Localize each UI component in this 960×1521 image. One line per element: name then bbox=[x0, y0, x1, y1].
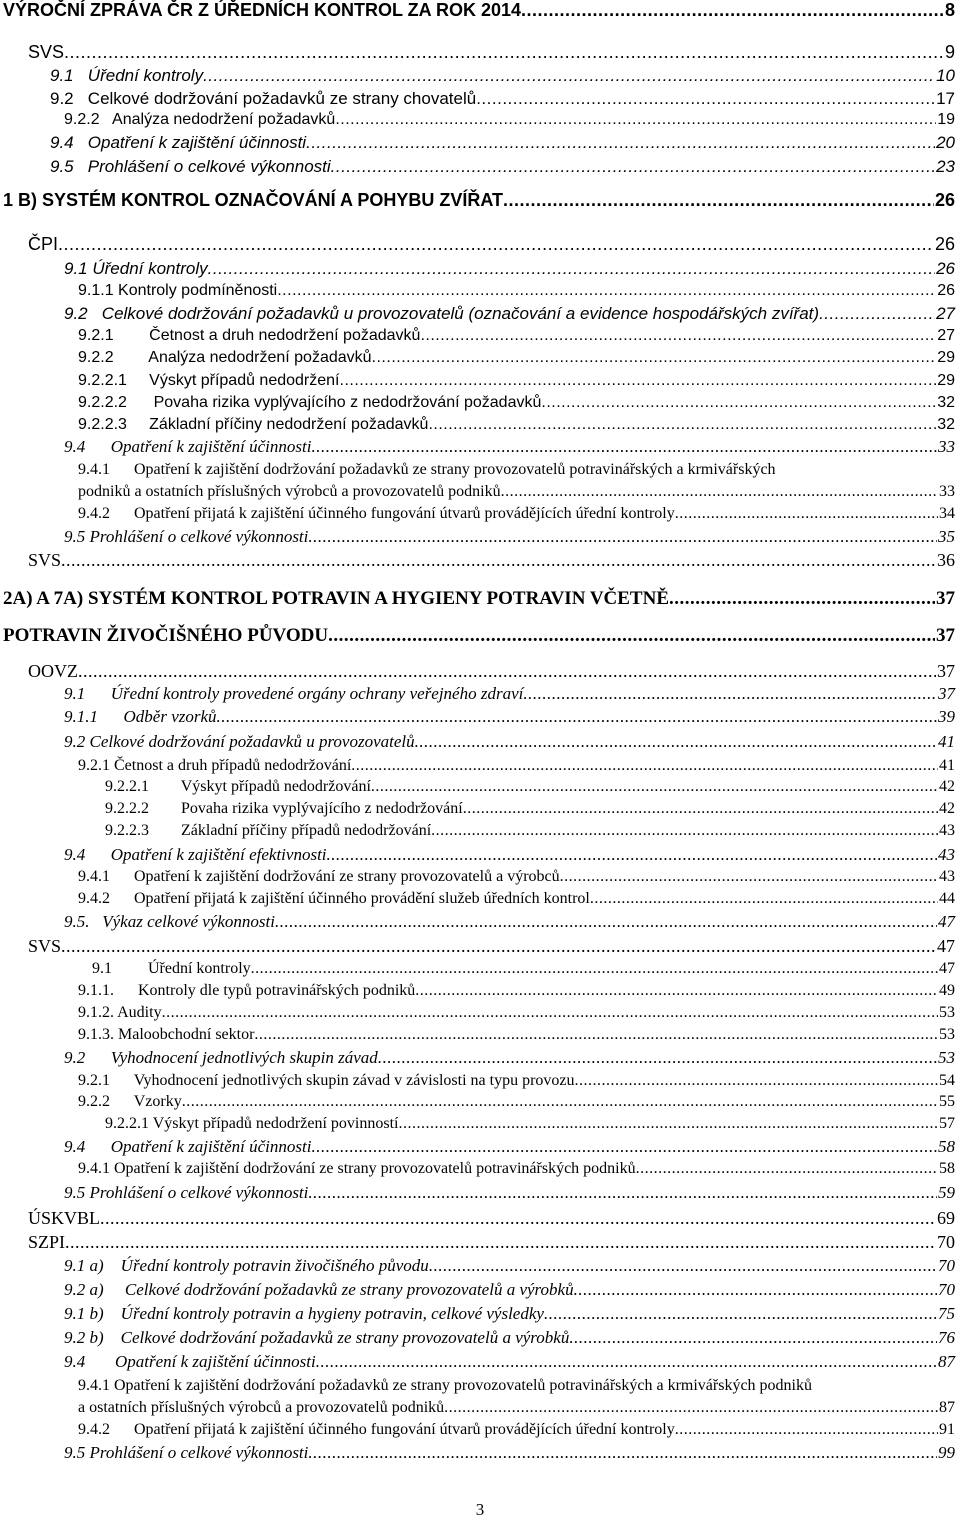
toc-entry[interactable] bbox=[78, 372, 955, 390]
dot-leader bbox=[429, 1256, 937, 1276]
toc-entry-title: 9.1 a) Úřední kontroly potravin živočišného původu bbox=[64, 1256, 429, 1275]
dot-leader bbox=[415, 732, 937, 752]
toc-entry[interactable] bbox=[64, 1137, 955, 1157]
toc-entry[interactable] bbox=[64, 1443, 955, 1463]
toc-entry-title: 9.1 Úřední kontroly bbox=[64, 259, 208, 278]
toc-entry-page: 9 bbox=[944, 42, 955, 62]
toc-entry[interactable] bbox=[64, 732, 955, 752]
toc-entry-title: 9.2.2.2 Povaha rizika vyplývajícího z nedodržování bbox=[105, 800, 463, 817]
toc-entry-page: 29 bbox=[937, 349, 955, 366]
toc-entry-page: 49 bbox=[939, 982, 955, 999]
toc-entry[interactable] bbox=[50, 157, 955, 177]
toc-entry-title: 9.2.2 Analýza nedodržení požadavků bbox=[78, 349, 372, 366]
toc-entry-page: 59 bbox=[938, 1183, 955, 1202]
toc-entry-title: 9.1 Úřední kontroly provedené orgány ochrany veřejného zdraví bbox=[64, 684, 524, 703]
toc-entry[interactable] bbox=[64, 1256, 955, 1276]
toc-entry[interactable] bbox=[78, 327, 955, 345]
toc-entry-page: 26 bbox=[934, 234, 955, 254]
toc-entry-title: POTRAVIN ŽIVOČIŠNÉHO PŮVODU bbox=[3, 625, 329, 646]
toc-entry-title: 9.2.2.1 Výskyt případů nedodržení povinností bbox=[105, 1115, 399, 1132]
toc-entry-title: 9.1 b) Úřední kontroly potravin a hygieny potravin, celkové výsledky bbox=[64, 1304, 544, 1323]
dot-leader bbox=[308, 1443, 937, 1463]
toc-entry-page: 69 bbox=[937, 1208, 955, 1228]
dot-leader bbox=[203, 66, 935, 86]
dot-leader bbox=[501, 483, 938, 501]
dot-leader bbox=[217, 707, 937, 727]
toc-entry-page: 29 bbox=[937, 372, 955, 389]
toc-entry-page: 37 bbox=[937, 661, 955, 681]
toc-entry-title: 1 B) SYSTÉM KONTROL OZNAČOVÁNÍ A POHYBU ZVÍŘAT bbox=[3, 190, 504, 210]
toc-entry-title: 9.4 Opatření k zajištění účinnosti bbox=[64, 1137, 312, 1156]
dot-leader bbox=[208, 259, 935, 279]
toc-entry-page: 10 bbox=[936, 66, 955, 85]
toc-entry-page: 53 bbox=[939, 1026, 955, 1043]
toc-entry-page: 43 bbox=[939, 868, 955, 885]
toc-entry-page: 32 bbox=[937, 416, 955, 433]
toc-entry[interactable] bbox=[105, 778, 955, 796]
toc-entry-page: 33 bbox=[939, 483, 955, 500]
toc-entry[interactable] bbox=[28, 42, 955, 63]
toc-entry-page: 26 bbox=[936, 259, 955, 278]
toc-entry-title: SVS bbox=[28, 936, 62, 956]
dot-leader bbox=[675, 1421, 938, 1439]
toc-entry-page: 27 bbox=[936, 304, 955, 323]
toc-entry-page: 54 bbox=[939, 1072, 955, 1089]
toc-entry-page: 99 bbox=[938, 1443, 955, 1462]
toc-entry[interactable] bbox=[78, 1004, 955, 1022]
toc-entry[interactable] bbox=[64, 1048, 955, 1068]
toc-entry-page: 37 bbox=[938, 684, 955, 703]
toc-entry-page: 42 bbox=[939, 778, 955, 795]
toc-entry-page: 70 bbox=[937, 1232, 955, 1252]
toc-entry-title: SVS bbox=[28, 42, 65, 62]
toc-entry-page: 47 bbox=[938, 912, 955, 931]
toc-entry[interactable] bbox=[78, 757, 955, 775]
dot-leader bbox=[476, 89, 935, 109]
toc-entry-title: 9.5. Výkaz celkové výkonnosti bbox=[64, 912, 275, 931]
toc-entry[interactable] bbox=[3, 0, 955, 21]
toc-entry-page: 27 bbox=[937, 327, 955, 344]
toc-entry[interactable] bbox=[3, 588, 955, 610]
toc-entry-page: 43 bbox=[939, 822, 955, 839]
toc-entry-page: 23 bbox=[936, 157, 955, 176]
toc-entry-title: SVS bbox=[28, 550, 62, 570]
toc-entry-page: 58 bbox=[938, 1137, 955, 1156]
dot-leader bbox=[669, 588, 935, 610]
toc-entry[interactable] bbox=[28, 550, 955, 571]
toc-entry-page: 47 bbox=[939, 960, 955, 977]
dot-leader bbox=[308, 527, 937, 547]
dot-leader bbox=[64, 42, 944, 63]
toc-entry-title: 9.4.2 Opatření přijatá k zajištění účinného fungování útvarů provádějících úřední kontroly bbox=[78, 1421, 675, 1438]
toc-entry-page: 8 bbox=[944, 0, 955, 20]
dot-leader bbox=[378, 1048, 937, 1068]
dot-leader bbox=[311, 437, 937, 457]
dot-leader bbox=[431, 822, 938, 840]
toc-entry[interactable] bbox=[64, 527, 955, 547]
toc-entry[interactable] bbox=[64, 437, 955, 457]
toc-entry[interactable] bbox=[78, 1377, 812, 1395]
toc-entry-title: 9.4.1 Opatření k zajištění dodržování požadavků ze strany provozovatelů potravinářských a krmivářských bbox=[78, 461, 776, 478]
toc-entry[interactable] bbox=[28, 234, 955, 255]
toc-entry-title: 9.1.1 Kontroly podmíněnosti bbox=[78, 282, 278, 299]
toc-entry-title: 9.2 Celkové dodržování požadavků ze strany chovatelů bbox=[50, 89, 477, 108]
toc-entry-title: 9.1 Úřední kontroly bbox=[50, 66, 204, 85]
toc-entry-page: 55 bbox=[939, 1093, 955, 1110]
toc-entry[interactable] bbox=[64, 259, 955, 279]
dot-leader bbox=[275, 912, 937, 932]
toc-entry-title: 9.2 Celkové dodržování požadavků u provozovatelů (označování a evidence hospodářských zvířat) bbox=[64, 304, 820, 323]
toc-entry-page: 91 bbox=[939, 1421, 955, 1438]
toc-entry[interactable] bbox=[28, 936, 955, 957]
toc-entry-title: 9.5 Prohlášení o celkové výkonnosti bbox=[64, 1183, 309, 1202]
toc-entry-page: 20 bbox=[936, 133, 955, 152]
dot-leader bbox=[328, 625, 935, 647]
toc-entry-title: 9.1.1 Odběr vzorků bbox=[64, 707, 217, 726]
dot-leader bbox=[444, 1399, 938, 1417]
toc-entry-title: 9.4 Opatření k zajištění účinnosti bbox=[64, 1352, 316, 1371]
toc-entry-page: 87 bbox=[939, 1399, 955, 1416]
dot-leader bbox=[251, 960, 938, 978]
toc-entry-page: 43 bbox=[938, 845, 955, 864]
toc-entry[interactable] bbox=[64, 1352, 955, 1372]
toc-entry-page: 58 bbox=[939, 1160, 955, 1177]
dot-leader bbox=[521, 0, 944, 21]
dot-leader bbox=[575, 1072, 938, 1090]
toc-entry[interactable] bbox=[78, 1421, 955, 1439]
dot-leader bbox=[420, 327, 936, 345]
toc-entry-title: 9.2.2.3 Základní příčiny nedodržení požadavků bbox=[78, 416, 429, 433]
dot-leader bbox=[398, 1115, 938, 1133]
toc-entry[interactable] bbox=[78, 1026, 955, 1044]
toc-entry-title: 9.2.2.2 Povaha rizika vyplývajícího z nedodržování požadavků bbox=[78, 394, 542, 411]
toc-entry[interactable] bbox=[78, 982, 955, 1000]
toc-entry-title: 9.4.1 Opatření k zajištění dodržování ze strany provozovatelů potravinářských podniků bbox=[78, 1160, 636, 1177]
toc-entry[interactable] bbox=[64, 304, 955, 324]
toc-entry[interactable] bbox=[78, 349, 955, 367]
dot-leader bbox=[61, 936, 936, 957]
dot-leader bbox=[503, 190, 934, 211]
dot-leader bbox=[306, 133, 935, 153]
dot-leader bbox=[162, 1004, 938, 1022]
toc-entry-title: ČPI bbox=[28, 234, 59, 254]
toc-entry-page: 44 bbox=[939, 890, 955, 907]
toc-entry[interactable] bbox=[78, 1160, 955, 1178]
dot-leader bbox=[65, 1232, 936, 1253]
dot-leader bbox=[335, 111, 936, 129]
toc-entry-title: 9.2.2.1 Výskyt případů nedodržování bbox=[105, 778, 371, 795]
toc-entry-title: 9.2 b) Celkové dodržování požadavků ze strany provozovatelů a výrobků bbox=[64, 1328, 570, 1347]
toc-entry-title: 9.2.2 Vzorky bbox=[78, 1093, 182, 1110]
toc-entry[interactable] bbox=[92, 960, 955, 978]
dot-leader bbox=[372, 349, 937, 367]
dot-leader bbox=[100, 1208, 936, 1229]
toc-entry-title: 9.5 Prohlášení o celkové výkonnosti bbox=[50, 157, 331, 176]
toc-entry[interactable] bbox=[78, 461, 776, 479]
dot-leader bbox=[327, 845, 937, 865]
toc-entry[interactable] bbox=[64, 912, 955, 932]
dot-leader bbox=[560, 868, 938, 886]
toc-entry-title: 9.5 Prohlášení o celkové výkonnosti bbox=[64, 527, 309, 546]
toc-entry-page: 75 bbox=[938, 1304, 955, 1323]
toc-entry-title: a ostatních příslušných výrobců a provozovatelů podniků bbox=[78, 1399, 445, 1416]
toc-entry-page: 76 bbox=[938, 1328, 955, 1347]
toc-entry-title: 9.4 Opatření k zajištění efektivnosti bbox=[64, 845, 327, 864]
dot-leader bbox=[277, 282, 936, 300]
dot-leader bbox=[254, 1026, 938, 1044]
toc-entry-title: SZPI bbox=[28, 1232, 66, 1252]
toc-entry-page: 26 bbox=[934, 190, 955, 210]
toc-entry-page: 70 bbox=[938, 1280, 955, 1299]
toc-entry[interactable] bbox=[64, 1328, 955, 1348]
dot-leader bbox=[316, 1352, 937, 1372]
toc-entry-page: 57 bbox=[939, 1115, 955, 1132]
toc-entry[interactable] bbox=[50, 133, 955, 153]
dot-leader bbox=[675, 505, 938, 523]
toc-entry-title: 9.4.1 Opatření k zajištění dodržování ze strany provozovatelů a výrobců bbox=[78, 868, 560, 885]
toc-entry-page: 39 bbox=[938, 707, 955, 726]
toc-entry-title: 9.1.3. Maloobchodní sektor bbox=[78, 1026, 255, 1043]
toc-entry-title: 9.2.2.3 Základní příčiny případů nedodržování bbox=[105, 822, 432, 839]
dot-leader bbox=[351, 757, 938, 775]
dot-leader bbox=[182, 1093, 938, 1111]
toc-entry-title: OOVZ bbox=[28, 661, 78, 681]
toc-entry[interactable] bbox=[64, 1280, 955, 1300]
toc-entry-title: podniků a ostatních příslušných výrobců a provozovatelů podniků bbox=[78, 483, 501, 500]
toc-entry-page: 70 bbox=[938, 1256, 955, 1275]
toc-entry-page: 87 bbox=[938, 1352, 955, 1371]
toc-entry-title: 9.4 Opatření k zajištění účinnosti bbox=[64, 437, 312, 456]
toc-entry-page: 53 bbox=[938, 1048, 955, 1067]
dot-leader bbox=[415, 982, 938, 1000]
dot-leader bbox=[541, 394, 936, 412]
toc-entry-title: ÚSKVBL bbox=[28, 1208, 101, 1228]
toc-entry[interactable] bbox=[64, 845, 955, 865]
toc-entry[interactable] bbox=[64, 707, 955, 727]
toc-entry-title: 9.2 Vyhodnocení jednotlivých skupin závad bbox=[64, 1048, 378, 1067]
toc-entry[interactable] bbox=[64, 1183, 955, 1203]
toc-entry-page: 32 bbox=[937, 394, 955, 411]
toc-entry[interactable] bbox=[3, 190, 955, 211]
toc-entry[interactable] bbox=[78, 1072, 955, 1090]
toc-entry[interactable] bbox=[78, 1093, 955, 1111]
toc-entry[interactable] bbox=[78, 394, 955, 412]
toc-entry-title: 9.1.2. Audity bbox=[78, 1004, 162, 1021]
toc-entry-page: 19 bbox=[937, 111, 955, 128]
toc-entry-title: 9.5 Prohlášení o celkové výkonnosti bbox=[64, 1443, 309, 1462]
toc-entry[interactable] bbox=[50, 66, 955, 86]
toc-entry[interactable] bbox=[105, 1115, 955, 1133]
toc-entry[interactable] bbox=[78, 483, 955, 501]
toc-entry-title: 9.4 Opatření k zajištění účinnosti bbox=[50, 133, 307, 152]
toc-entry-title: 2A) A 7A) SYSTÉM KONTROL POTRAVIN A HYGIENY POTRAVIN VČETNĚ bbox=[3, 588, 670, 609]
toc-entry[interactable] bbox=[28, 661, 955, 682]
toc-entry-page: 36 bbox=[937, 550, 955, 570]
dot-leader bbox=[569, 1328, 937, 1348]
dot-leader bbox=[61, 550, 936, 571]
dot-leader bbox=[58, 234, 934, 255]
toc-entry[interactable] bbox=[78, 868, 955, 886]
dot-leader bbox=[590, 890, 938, 908]
toc-entry[interactable] bbox=[105, 800, 955, 818]
toc-entry-page: 34 bbox=[939, 505, 955, 522]
toc-entry[interactable] bbox=[78, 505, 955, 523]
toc-entry-page: 35 bbox=[938, 527, 955, 546]
toc-entry[interactable] bbox=[50, 89, 955, 109]
toc-entry[interactable] bbox=[28, 1208, 955, 1229]
toc-entry[interactable] bbox=[3, 625, 955, 647]
dot-leader bbox=[371, 778, 938, 796]
toc-entry-page: 41 bbox=[939, 757, 955, 774]
dot-leader bbox=[428, 416, 936, 434]
toc-entry-title: 9.2.2 Analýza nedodržení požadavků bbox=[64, 111, 336, 128]
toc-entry-page: 53 bbox=[939, 1004, 955, 1021]
toc-entry-page: 37 bbox=[936, 588, 955, 609]
toc-entry-page: 37 bbox=[936, 625, 955, 646]
dot-leader bbox=[544, 1304, 937, 1324]
toc-entry[interactable] bbox=[28, 1232, 955, 1253]
dot-leader bbox=[523, 684, 937, 704]
toc-entry-title: 9.2.2.1 Výskyt případů nedodržení bbox=[78, 372, 340, 389]
toc-entry[interactable] bbox=[64, 111, 955, 129]
dot-leader bbox=[331, 157, 935, 177]
toc-entry-page: 17 bbox=[936, 89, 955, 108]
toc-entry-title: 9.1.1. Kontroly dle typů potravinářských podniků bbox=[78, 982, 416, 999]
toc-entry-page: 33 bbox=[938, 437, 955, 456]
toc-entry[interactable] bbox=[64, 684, 955, 704]
dot-leader bbox=[78, 661, 936, 682]
toc-entry[interactable] bbox=[78, 416, 955, 434]
dot-leader bbox=[340, 372, 937, 390]
toc-entry-title: 9.4.2 Opatření přijatá k zajištění účinného fungování útvarů provádějících úřední kontroly bbox=[78, 505, 675, 522]
toc-entry-title: 9.2.1 Četnost a druh případů nedodržování bbox=[78, 757, 352, 774]
toc-entry[interactable] bbox=[78, 890, 955, 908]
toc-entry-title: 9.4.1 Opatření k zajištění dodržování požadavků ze strany provozovatelů potravinářských a krmivářských podniků bbox=[78, 1377, 812, 1394]
toc-entry[interactable] bbox=[64, 1304, 955, 1324]
toc-entry-title: VÝROČNÍ ZPRÁVA ČR Z ÚŘEDNÍCH KONTROL ZA ROK 2014 bbox=[3, 0, 522, 20]
toc-entry[interactable] bbox=[105, 822, 955, 840]
toc-entry-title: 9.2 Celkové dodržování požadavků u provozovatelů bbox=[64, 732, 415, 751]
dot-leader bbox=[636, 1160, 938, 1178]
toc-entry-page: 42 bbox=[939, 800, 955, 817]
toc-entry[interactable] bbox=[78, 1399, 955, 1417]
toc-entry-title: 9.4.2 Opatření přijatá k zajištění účinného provádění služeb úředních kontrol bbox=[78, 890, 590, 907]
dot-leader bbox=[819, 304, 935, 324]
toc-entry-page: 47 bbox=[937, 936, 955, 956]
toc-entry-title: 9.2 a) Celkové dodržování požadavků ze strany provozovatelů a výrobků bbox=[64, 1280, 574, 1299]
toc-entry-page: 26 bbox=[937, 282, 955, 299]
dot-leader bbox=[308, 1183, 937, 1203]
toc-entry-title: 9.1 Úřední kontroly bbox=[92, 960, 251, 977]
toc-entry-page: 41 bbox=[938, 732, 955, 751]
dot-leader bbox=[463, 800, 938, 818]
dot-leader bbox=[574, 1280, 937, 1300]
page-number: 3 bbox=[475, 1500, 485, 1519]
toc-entry-title: 9.2.1 Četnost a druh nedodržení požadavků bbox=[78, 327, 421, 344]
dot-leader bbox=[311, 1137, 937, 1157]
toc-entry-title: 9.2.1 Vyhodnocení jednotlivých skupin závad v závislosti na typu provozu bbox=[78, 1072, 575, 1089]
toc-entry[interactable] bbox=[78, 282, 955, 300]
